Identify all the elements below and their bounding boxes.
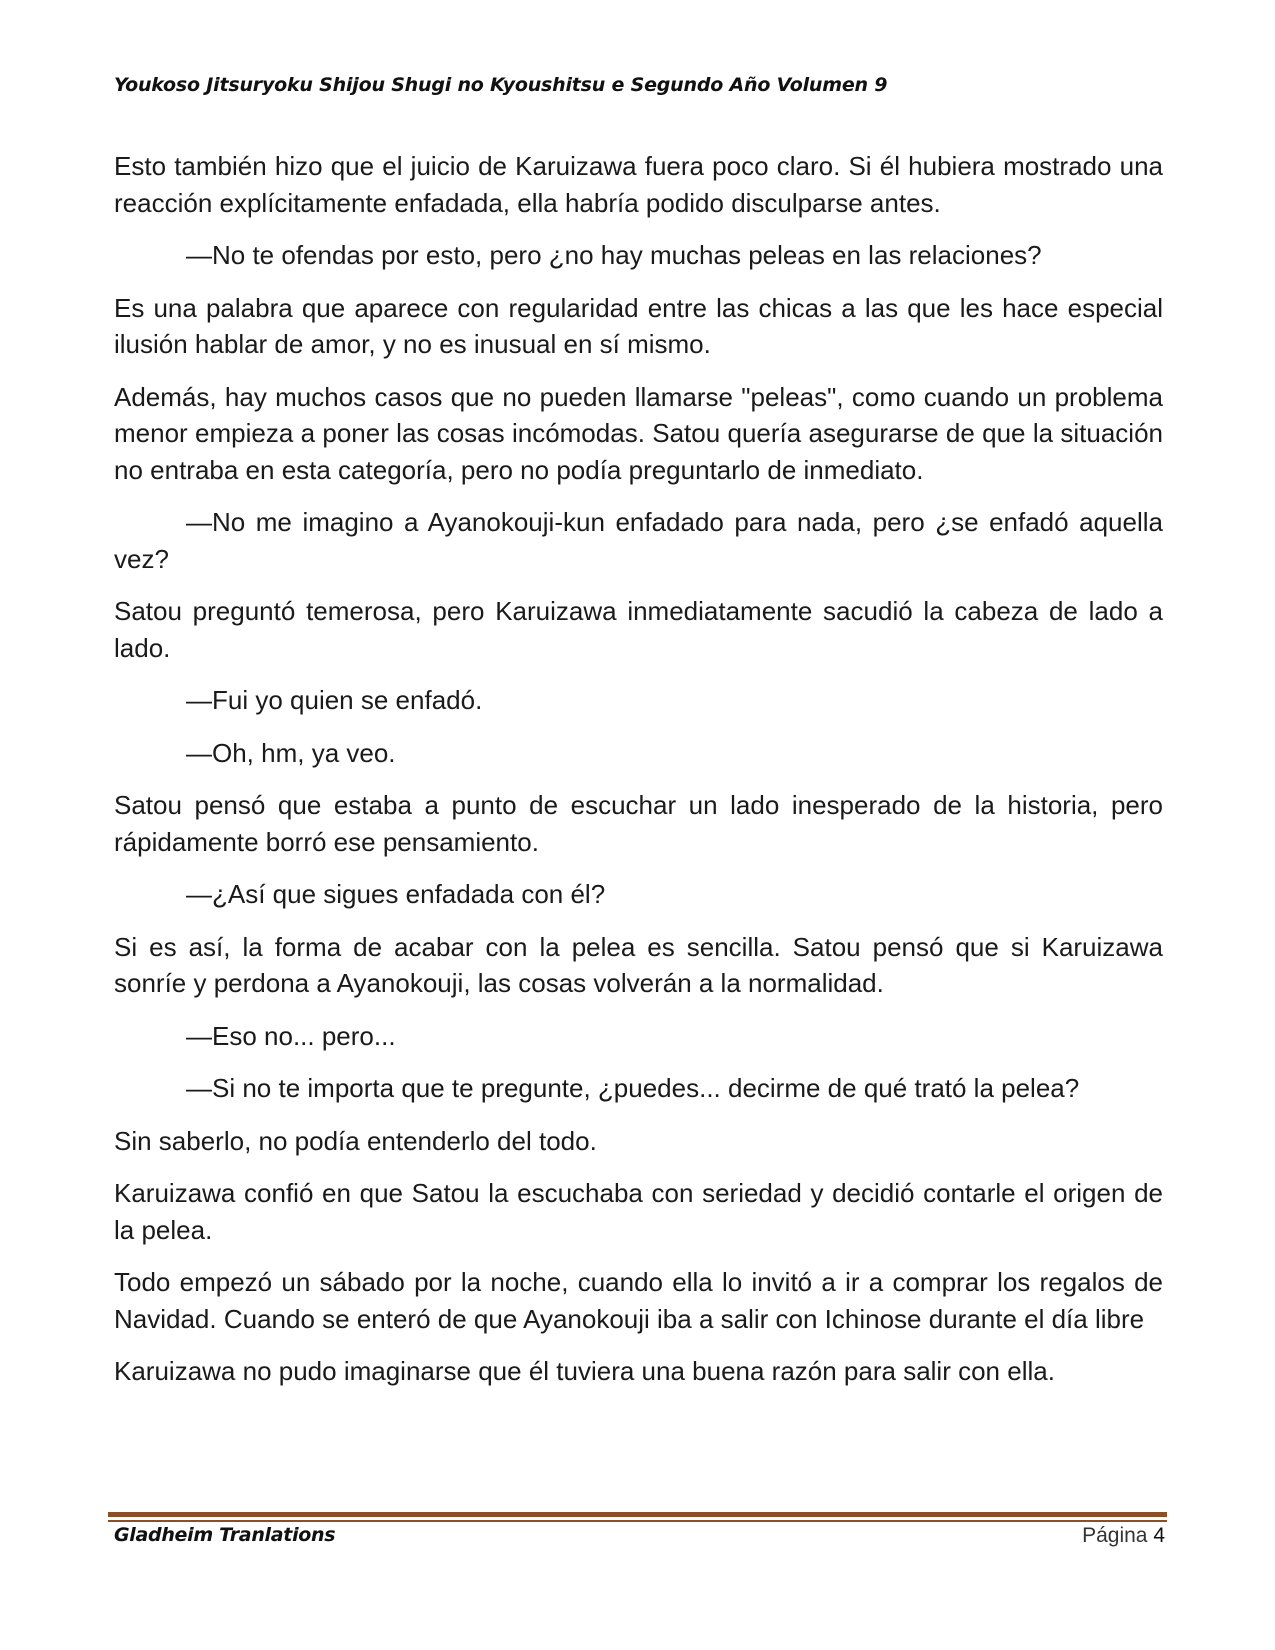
paragraph: Si es así, la forma de acabar con la pelea es sencilla. Satou pensó que si Karuizawa sonríe y perdona a Ayanokouji, las cosas volverán a la normalidad. <box>114 931 1163 998</box>
paragraph: Karuizawa confió en que Satou la escuchaba con seriedad y decidió contarle el origen de la pelea. <box>114 1178 1163 1245</box>
page-body <box>114 148 1163 1406</box>
dialogue-line: —Fui yo quien se enfadó. <box>186 685 483 715</box>
dialogue-line: —No me imagino a Ayanokouji-kun enfadado para nada, pero ¿se enfadó aquella vez? <box>114 507 1163 574</box>
dialogue-line: —No te ofendas por esto, pero ¿no hay muchas peleas en las relaciones? <box>186 240 1042 270</box>
translator-credit: Gladheim Tranlations <box>114 1524 336 1546</box>
paragraph: Esto también hizo que el juicio de Karuizawa fuera poco claro. Si él hubiera mostrado una reacción explícitamente enfadada, ella habría podido disculparse antes. <box>114 151 1163 218</box>
paragraph: Satou pensó que estaba a punto de escuchar un lado inesperado de la historia, pero rápidamente borró ese pensamiento. <box>114 790 1163 857</box>
paragraph: Todo empezó un sábado por la noche, cuando ella lo invitó a ir a comprar los regalos de Navidad. Cuando se enteró de que Ayanokouji iba a salir con Ichinose durante el día libre <box>114 1267 1163 1334</box>
dialogue-line: —Si no te importa que te pregunte, ¿puedes... decirme de qué trató la pelea? <box>186 1073 1080 1103</box>
page-label: Página <box>1082 1524 1148 1547</box>
page-number: 4 <box>1153 1524 1165 1547</box>
paragraph: Además, hay muchos casos que no pueden llamarse "peleas", como cuando un problema menor empieza a poner las cosas incómodas. Satou quería asegurarse de que la situación no entraba en esta categoría, pero no podía preguntarlo de inmediato. <box>114 381 1163 485</box>
paragraph: Satou preguntó temerosa, pero Karuizawa inmediatamente sacudió la cabeza de lado a lado. <box>114 596 1163 663</box>
dialogue-line: —Oh, hm, ya veo. <box>186 737 396 768</box>
page-number-block <box>1082 1524 1165 1548</box>
footer-rule-thin <box>108 1520 1167 1522</box>
paragraph: Karuizawa no pudo imaginarse que él tuviera una buena razón para salir con ella. <box>114 1356 1055 1386</box>
footer-rule-thick <box>108 1512 1167 1517</box>
dialogue-line: —Eso no... pero... <box>186 1020 396 1051</box>
paragraph: Es una palabra que aparece con regularidad entre las chicas a las que les hace especial ilusión hablar de amor, y no es inusual en sí mismo. <box>114 292 1163 359</box>
running-header: Youkoso Jitsuryoku Shijou Shugi no Kyoushitsu e Segundo Año Volumen 9 <box>114 74 888 96</box>
dialogue-line: —¿Así que sigues enfadada con él? <box>186 879 606 909</box>
paragraph: Sin saberlo, no podía entenderlo del todo. <box>114 1125 597 1156</box>
